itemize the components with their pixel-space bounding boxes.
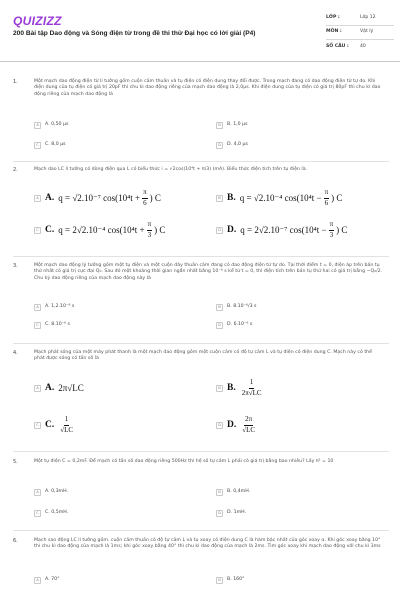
option-a[interactable] [34,187,161,209]
fraction [60,415,73,435]
divider [13,451,389,452]
option-letter: D. [227,224,237,235]
option-formula [58,188,161,208]
option-d[interactable] [216,139,248,151]
option-badge: D [216,510,223,517]
option-badge: C [34,422,41,429]
option-c[interactable] [34,139,66,151]
option-b[interactable] [216,119,248,131]
quizizz-logo: QUIZIZZ [13,14,62,28]
fraction-num: π [329,220,335,230]
formula-pre: q = √2.10⁻⁷ cos(10⁴t + [58,192,141,203]
option-b[interactable] [216,486,250,498]
divider [13,161,389,162]
option-text: C. 0,5mH. [45,509,69,515]
option-formula: 2π√LC [58,382,84,393]
option-d[interactable] [216,319,252,331]
option-letter: D. [227,419,237,430]
fraction-num: π [324,188,330,198]
option-badge: A [34,577,41,584]
question-number: 3. [13,263,18,269]
question-text: Mạch sao động LC lí tưởng gồm. cuộn cảm thuần có độ tự cảm L và tụ xoay có điện dung C là hàm bậc nhất của góc xoay α. Khi góc xoay bằng 10° thì chu kì dao động của mạch là 1ms; khi góc xoay bằng 40° thì chu kì dao động của mạch là 2ms. Tìm góc xoay khi mạch dao động với chu kì 3ms [34,538,381,550]
option-badge: C [34,322,41,329]
option-b[interactable] [216,301,256,313]
option-letter: C. [45,224,55,235]
fraction-num: π [147,220,153,230]
meta-row-class [326,12,394,26]
option-a[interactable] [34,301,74,313]
question-text: Một mạch dao động lý tưởng gồm một tụ điện và một cuộn dây thuần cảm đang có dao động điện từ tự do. Tại thời điểm t = 0, điện áp trên bản tụ thứ nhất có giá trị cực đại Q₀. Sau đó một khoảng thời gian ngắn nhất bằng 10⁻⁶ s kể từ t = 0, thì điện tích trên bản tụ thứ hai có giá trị bằng −Q₀/2. Chu kỳ dao động riêng của mạch dao động này là [34,263,383,281]
option-text: A. 0,3mH. [45,488,69,494]
fraction-num: 1 [249,378,255,388]
question-text: Một mạch dao động điện từ lí tưởng gồm cuộn cảm thuần và tụ điện có điện dung thay đổi được. Trong mạch đang có dao động điện từ tự do. Khi điện dung của tụ điện có giá trị 20pF thì chu kì dao động riêng của mạch dao động là 2,0μs. Khi điện dung của tụ điện có giá trị 80pF thì chu kì dao động riêng của mạch dao động là [34,79,381,97]
fraction-den: 6 [324,198,329,207]
fraction [324,188,330,208]
page-header [0,0,400,62]
option-b[interactable] [216,187,342,209]
option-letter: B. [227,192,236,203]
option-badge: A [34,385,41,392]
option-text: B. 0,4mH. [227,488,251,494]
meta-value: 40 [360,43,366,49]
divider [13,256,389,257]
option-badge: B [216,489,223,496]
divider [13,530,389,531]
formula-post: ) C [336,224,348,235]
option-badge: D [216,142,223,149]
option-c[interactable] [34,414,75,436]
option-badge: D [216,227,223,234]
fraction-den: 3 [147,230,152,239]
fraction-num: π [142,188,148,198]
option-a[interactable] [34,486,68,498]
option-text: B. 8.10⁻⁶/3 s [227,303,257,309]
formula-pre: q = 2√2.10⁻⁷ cos(10⁴t − [240,224,327,235]
option-text: D. 6.10⁻⁶ s [227,321,253,327]
option-badge: C [34,510,41,517]
option-formula [58,415,75,435]
option-a[interactable] [34,574,59,586]
option-text: A. 1,2.10⁻⁶ s [45,303,75,309]
option-badge: B [216,195,223,202]
option-formula [240,378,264,398]
option-d[interactable] [216,219,347,241]
formula-pre: q = 2√2.10⁻⁴ cos(10⁴t + [58,224,145,235]
option-text: D. 1mH. [227,509,247,515]
option-badge: D [216,322,223,329]
option-badge: C [34,142,41,149]
fraction-den: 2π√LC [241,388,262,397]
option-letter: A. [45,192,55,203]
formula-pre: q = √2.10⁻⁴ cos(10⁴t − [239,192,322,203]
option-text: A. 0,50 μs [45,121,69,127]
option-b[interactable] [216,377,264,399]
option-badge: B [216,577,223,584]
option-c[interactable] [34,219,165,241]
fraction-den: 6 [143,198,147,207]
option-badge: B [216,304,223,311]
option-badge: A [34,489,41,496]
question-number: 6. [13,538,18,544]
option-d[interactable] [216,414,257,436]
option-letter: B. [227,382,236,393]
meta-row-subject [326,26,394,40]
fraction [147,220,153,240]
question-text: Một tụ điện C = 0,2mF. Để mạch có tần số dao động riêng 500Hz thì hệ số tự cảm L phải có giá trị bằng bao nhiêu? Lấy π² = 10 [34,459,334,464]
option-c[interactable] [34,319,70,331]
option-badge: B [216,122,223,129]
question-number: 2. [13,167,18,173]
meta-row-count [326,40,394,54]
option-badge: C [34,227,41,234]
meta-key: SỐ CÂU : [326,43,349,49]
fraction [329,220,335,240]
meta-key: LỚP : [326,15,340,21]
question-text: Mạch phát sóng của một máy phát thanh là một mạch dao động gồm một cuộn cảm có độ tự cảm L và tụ điện có điện dung C. Mạch này có thể phát được sóng có tần số là [34,350,373,362]
option-c[interactable] [34,507,68,519]
option-badge: A [34,195,41,202]
fraction-num: 2π [244,415,253,425]
divider [13,343,389,344]
option-b[interactable] [216,574,245,586]
question-number: 1. [13,79,18,85]
option-text: C. 8.10⁻⁶ s [45,321,70,327]
meta-key: MÔN : [326,29,342,35]
formula-post: ) C [154,224,166,235]
meta-table [326,12,394,54]
option-a[interactable] [34,377,84,399]
question-number: 5. [13,459,18,465]
option-formula [240,220,347,240]
fraction [242,415,255,435]
option-formula [240,415,257,435]
question-text: Mạch dao LC lí tưởng có dòng điện qua L có biểu thức i = √2cos(10⁴t + π/3) (mA). Biểu thức điện tích trên tụ điện là. [34,167,308,172]
option-a[interactable] [34,119,68,131]
fraction-den: 3 [329,230,334,239]
option-badge: A [34,122,41,129]
option-letter: C. [45,419,55,430]
option-text: B. 160° [227,576,245,582]
meta-value: Vật lý [360,29,374,35]
option-formula [240,188,343,208]
meta-value: Lớp 12 [360,15,376,21]
fraction-num: 1 [64,415,70,425]
fraction-den: √LC [60,425,74,434]
formula-post: ) C [149,192,161,203]
fraction-den: √LC [242,425,256,434]
option-text: B. 1,0 μs [227,121,248,127]
option-badge: A [34,304,41,311]
question-number: 4. [13,350,18,356]
option-d[interactable] [216,507,246,519]
option-text: A. 70° [45,576,60,582]
option-badge: B [216,385,223,392]
option-letter: A. [45,382,55,393]
option-formula [58,220,165,240]
option-badge: D [216,422,223,429]
fraction [242,378,262,398]
document-title: 200 Bài tập Dao động và Sóng điện từ trong đề thi thử Đại học có lời giải (P4) [13,30,256,37]
fraction [142,188,148,208]
option-text: C. 8,0 μs [45,141,66,147]
option-text: D. 4,0 μs [227,141,248,147]
formula-post: ) C [331,192,343,203]
